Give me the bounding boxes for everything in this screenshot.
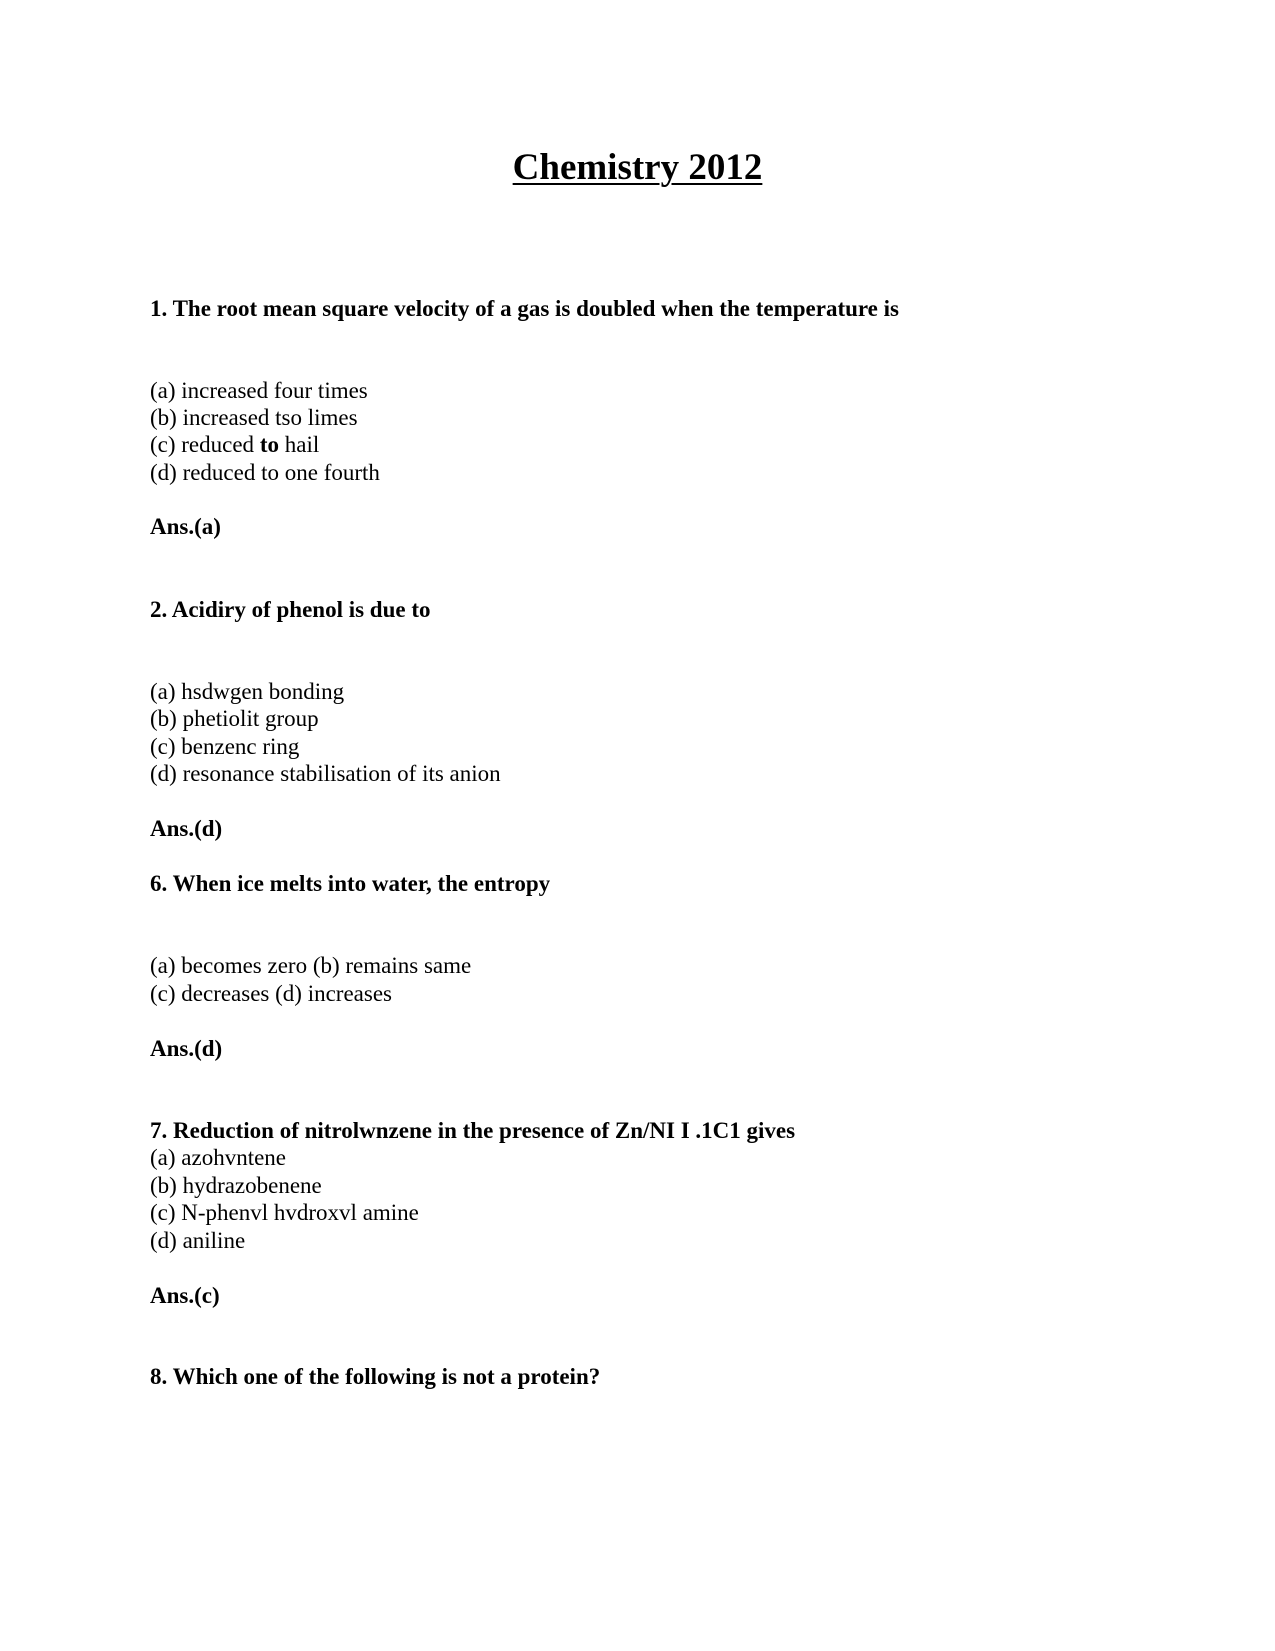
question-2-option-d: (d) resonance stabilisation of its anion bbox=[150, 761, 501, 786]
question-7-option-d: (d) aniline bbox=[150, 1228, 246, 1253]
question-7-answer: Ans.(c) bbox=[150, 1283, 220, 1308]
question-1-option-d: (d) reduced to one fourth bbox=[150, 460, 380, 485]
question-2-option-c: (c) benzenc ring bbox=[150, 734, 300, 759]
question-6-text: 6. When ice melts into water, the entropy bbox=[150, 871, 551, 896]
question-7-option-c: (c) N-phenvl hvdroxvl amine bbox=[150, 1200, 419, 1225]
question-2-answer: Ans.(d) bbox=[150, 816, 223, 841]
question-2-option-b: (b) phetiolit group bbox=[150, 706, 319, 731]
page-title: Chemistry 2012 bbox=[512, 147, 763, 188]
question-2-text: 2. Acidiry of phenol is due to bbox=[150, 597, 431, 622]
question-6-options-line-2: (c) decreases (d) increases bbox=[150, 981, 392, 1006]
question-6-answer: Ans.(d) bbox=[150, 1036, 223, 1061]
question-1-option-c bbox=[150, 430, 319, 459]
question-7-option-a: (a) azohvntene bbox=[150, 1145, 287, 1170]
question-7-option-b: (b) hydrazobenene bbox=[150, 1173, 322, 1198]
question-7-text: 7. Reduction of nitrolwnzene in the presence of Zn/NI I .1C1 gives bbox=[150, 1118, 796, 1143]
question-1-answer: Ans.(a) bbox=[150, 514, 221, 539]
question-1-option-a: (a) increased four times bbox=[150, 378, 368, 403]
question-1-option-b: (b) increased tso limes bbox=[150, 405, 358, 430]
question-6-options-line-1: (a) becomes zero (b) remains same bbox=[150, 953, 472, 978]
question-8-text: 8. Which one of the following is not a protein? bbox=[150, 1364, 601, 1389]
option-c-bold-word: to bbox=[259, 432, 279, 457]
question-2-option-a: (a) hsdwgen bonding bbox=[150, 679, 345, 704]
question-1-text: 1. The root mean square velocity of a gas is doubled when the temperature is bbox=[150, 296, 899, 321]
option-c-prefix: (c) reduced bbox=[150, 432, 260, 457]
option-c-suffix: hail bbox=[278, 432, 320, 457]
